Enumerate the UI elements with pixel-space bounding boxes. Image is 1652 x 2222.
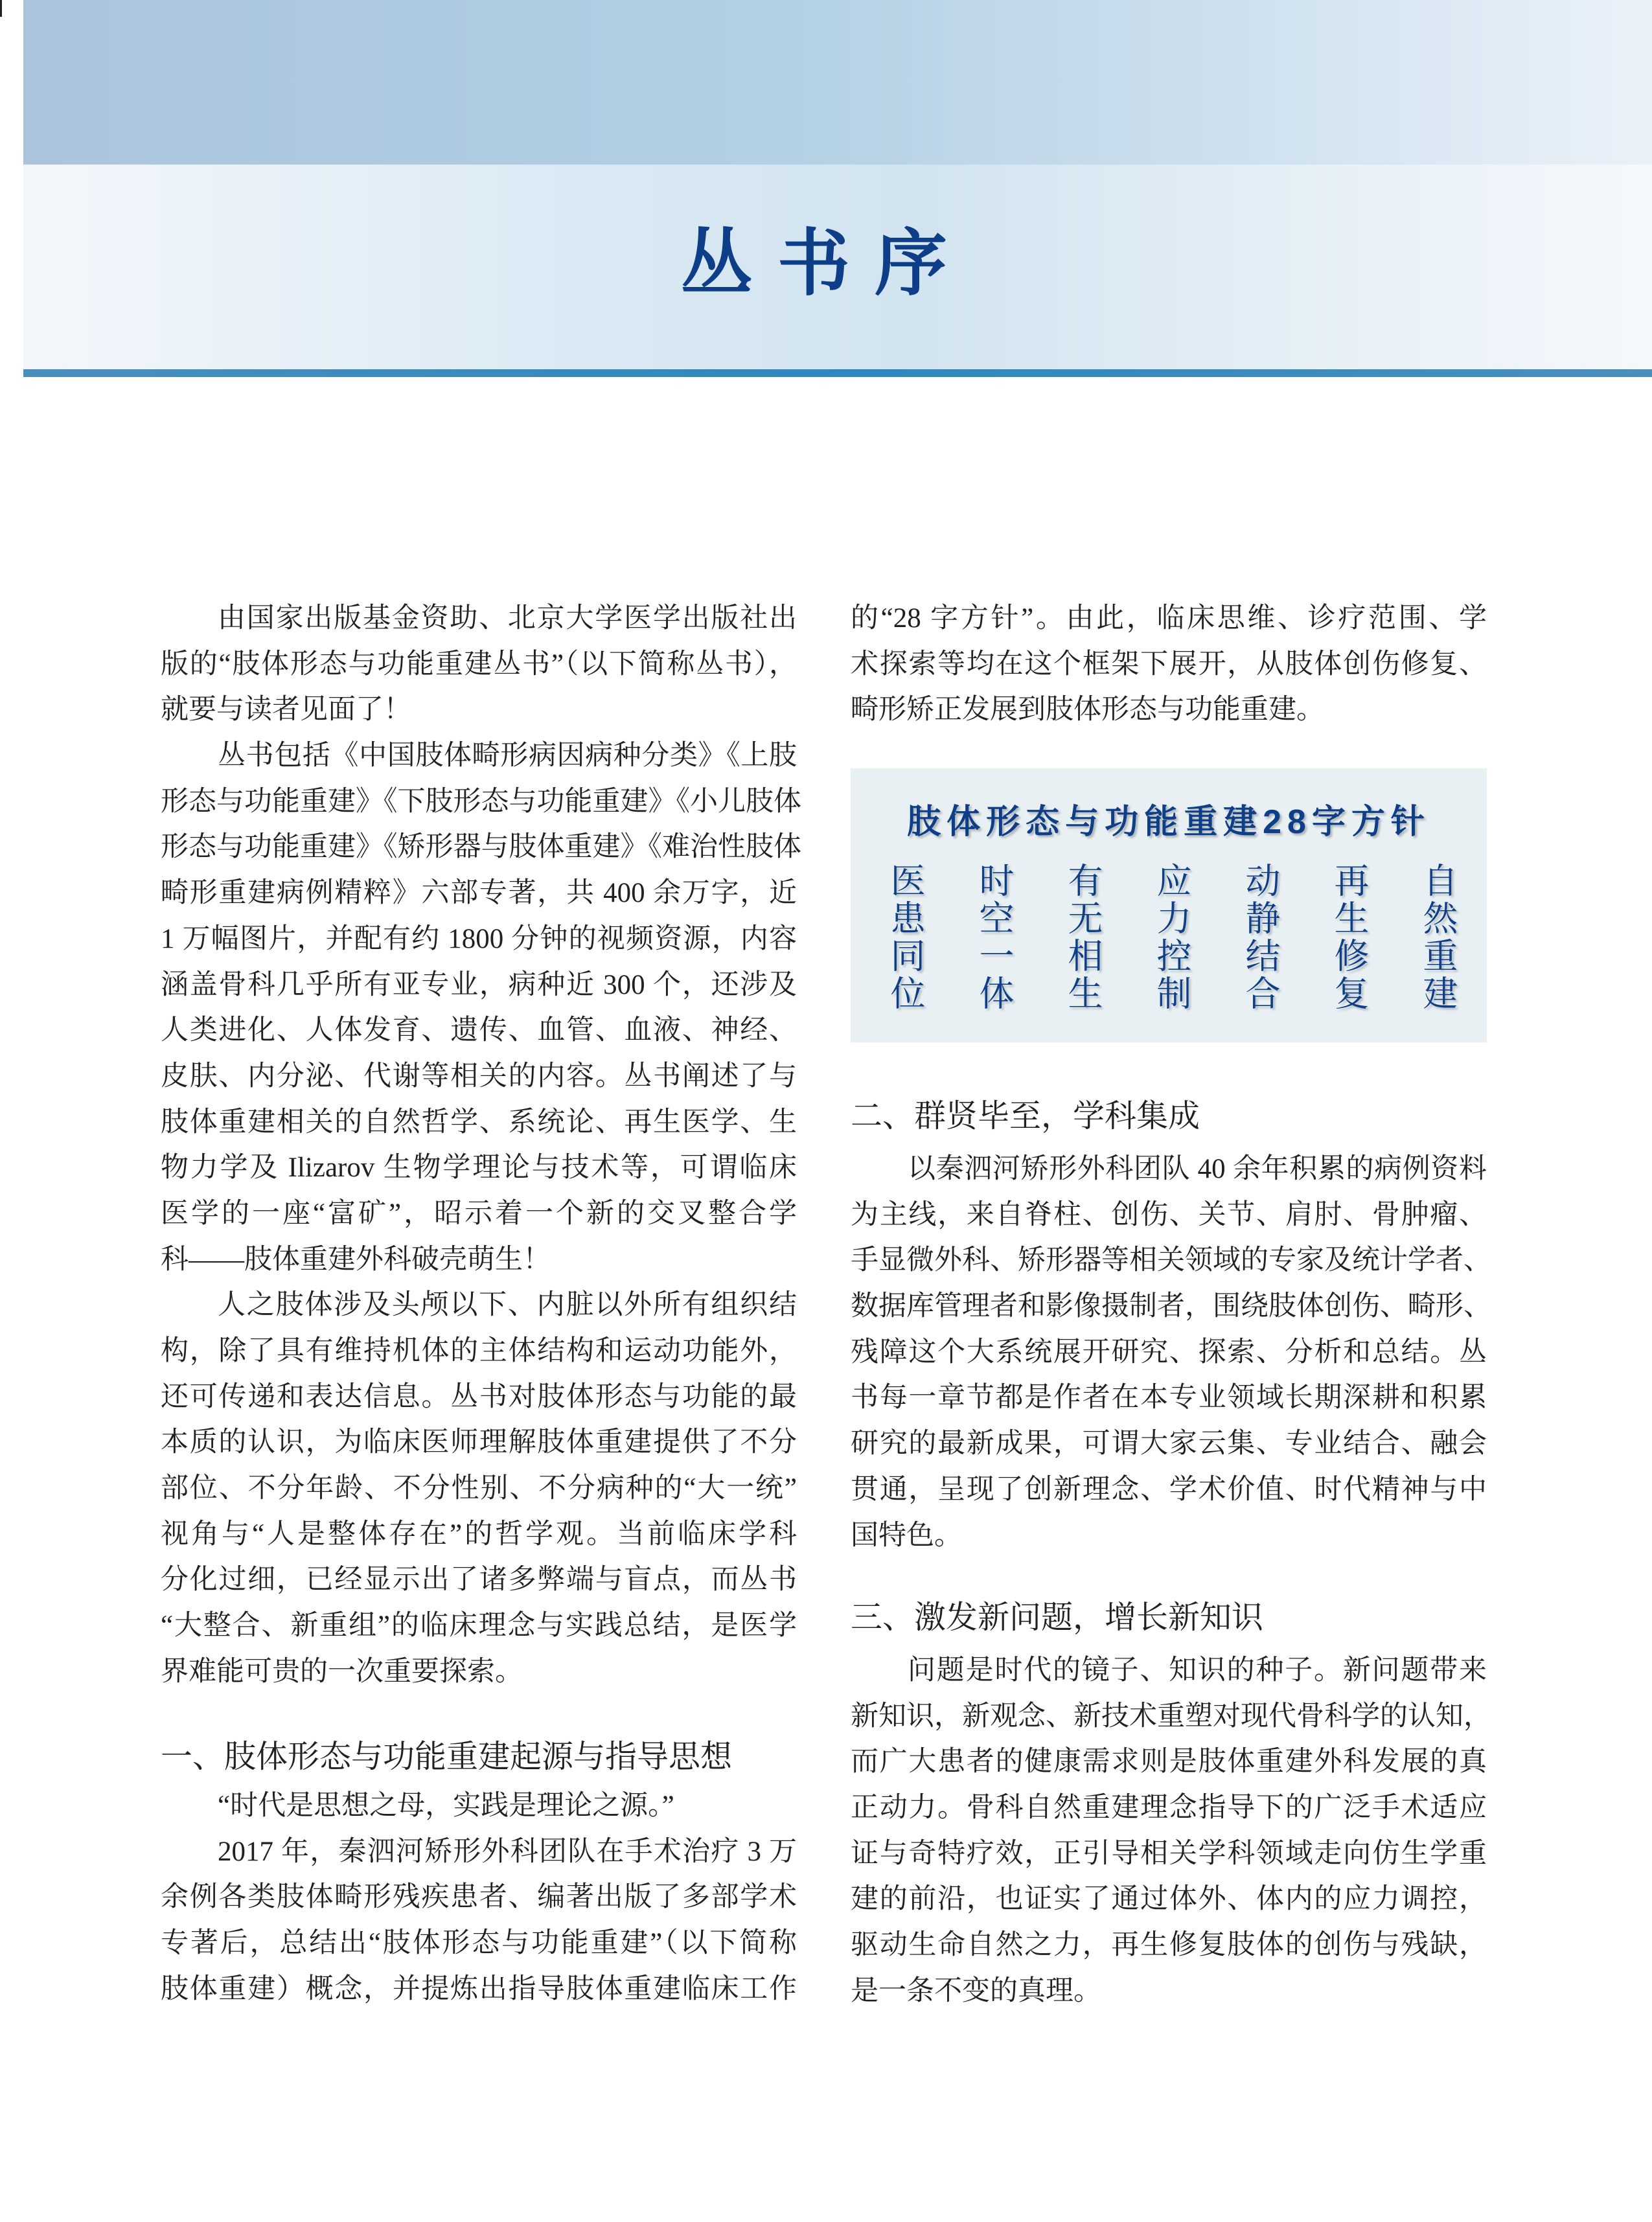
text-line: 皮肤、内分泌、代谢等相关的内容。丛书阐述了与	[161, 1060, 797, 1092]
section-3	[851, 1595, 1491, 2015]
text-line: 畸形重建病例精粹》六部专著，共 400 余万字，近	[161, 878, 797, 909]
principle-column: 有无相生	[1063, 862, 1102, 1013]
principle-column: 再生修复	[1329, 862, 1368, 1013]
text-line: 形态与功能重建》《矫形器与肢体重建》《难治性肢体	[161, 832, 801, 863]
text-line: 涵盖骨科几乎所有亚专业，病种近 300 个，还涉及	[161, 969, 797, 1000]
paragraph	[161, 733, 801, 1283]
principles-title: 肢体形态与功能重建28字方针	[907, 803, 1430, 841]
text-line: 科——肢体重建外科破壳萌生！	[161, 1244, 551, 1275]
left-column-intro	[161, 596, 801, 1695]
text-line: 数据库管理者和影像摄制者，围绕肢体创伤、畸形、	[851, 1291, 1491, 1322]
text-line: 为主线，来自脊柱、创伤、关节、肩肘、骨肿瘤、	[851, 1199, 1487, 1230]
text-line: 构，除了具有维持机体的主体结构和运动功能外，	[161, 1336, 797, 1366]
text-line: 是一条不变的真理。	[851, 1975, 1101, 2006]
principles-grid	[886, 862, 1456, 1018]
text-line: 余例各类肢体畸形残疾患者、编著出版了多部学术	[161, 1882, 797, 1913]
text-line: 物力学及 Ilizarov 生物学理论与技术等，可谓临床	[161, 1152, 797, 1184]
text-line: 形态与功能重建》《下肢形态与功能重建》《小儿肢体	[161, 786, 801, 817]
text-line: 新知识，新观念、新技术重塑对现代骨科学的认知，	[851, 1701, 1491, 1732]
text-line: 就要与读者见面了！	[161, 694, 411, 726]
principle-column: 应力控制	[1152, 862, 1191, 1013]
text-line: 问题是时代的镜子、知识的种子。新问题带来	[908, 1655, 1487, 1686]
right-column-continuation	[851, 596, 1487, 733]
text-line: 的“28 字方针”。由此，临床思维、诊疗范围、学	[851, 603, 1487, 634]
text-line: 术探索等均在这个框架下展开，从肢体创伤修复、	[851, 648, 1487, 680]
text-line: 正动力。骨科自然重建理念指导下的广泛手术适应	[851, 1792, 1487, 1824]
section-2	[851, 1094, 1491, 1559]
text-line: 本质的认识，为临床医师理解肢体重建提供了不分	[161, 1427, 797, 1458]
page-edge-mark	[0, 0, 2, 17]
text-line: 证与奇特疗效，正引导相关学科领域走向仿生学重	[851, 1838, 1487, 1869]
text-line: 书每一章节都是作者在本专业领域长期深耕和积累	[851, 1382, 1487, 1414]
quote: “时代是思想之母，实践是理论之源。”	[218, 1791, 674, 1821]
text-line: 以秦泗河矫形外科团队 40 余年积累的病例资料	[908, 1154, 1487, 1184]
principles-box	[851, 768, 1487, 1042]
text-line: 版的“肢体形态与功能重建丛书”（以下简称丛书），	[161, 648, 797, 680]
text-line: 医学的一座“富矿”，昭示着一个新的交叉整合学	[161, 1198, 797, 1229]
section-heading: 一、肢体形态与功能重建起源与指导思想	[161, 1739, 733, 1774]
header-band	[23, 0, 1652, 165]
text-line: 视角与“人是整体存在”的哲学观。当前临床学科	[161, 1518, 797, 1550]
text-line: 手显微外科、矫形器等相关领域的专家及统计学者、	[851, 1245, 1491, 1276]
paragraph	[161, 1283, 797, 1695]
principle-column: 自然重建	[1418, 862, 1457, 1013]
header-rule	[23, 369, 1652, 377]
section-heading: 二、群贤毕至，学科集成	[851, 1099, 1200, 1134]
text-line: 而广大患者的健康需求则是肢体重建外科发展的真	[851, 1747, 1487, 1778]
principle-column: 医患同位	[886, 862, 924, 1013]
text-line: 贯通，呈现了创新理念、学术价值、时代精神与中	[851, 1474, 1487, 1505]
text-line: 由国家出版基金资助、北京大学医学出版社出	[218, 603, 797, 634]
text-line: 肢体重建相关的自然哲学、系统论、再生医学、生	[161, 1106, 797, 1138]
text-line: 残障这个大系统展开研究、探索、分析和总结。丛	[851, 1336, 1487, 1368]
text-line: 分化过细，已经显示出了诸多弊端与盲点，而丛书	[161, 1564, 797, 1596]
principle-column: 时空一体	[974, 862, 1013, 1013]
text-line: 驱动生命自然之力，再生修复肢体的创伤与残缺，	[851, 1930, 1487, 1961]
text-line: 研究的最新成果，可谓大家云集、专业结合、融会	[851, 1428, 1487, 1460]
text-line: 建的前沿，也证实了通过体外、体内的应力调控，	[851, 1884, 1487, 1915]
text-line: 丛书包括《中国肢体畸形病因病种分类》《上肢	[218, 740, 797, 772]
text-line: 部位、不分年龄、不分性别、不分病种的“大一统”	[161, 1473, 797, 1504]
text-line: 人类进化、人体发育、遗传、血管、血液、神经、	[161, 1015, 797, 1046]
page-title: 丛书序	[680, 224, 972, 304]
text-line: 肢体重建）概念，并提炼出指导肢体重建临床工作	[161, 1973, 797, 2004]
text-line: 2017 年，秦泗河矫形外科团队在手术治疗 3 万	[218, 1836, 797, 1867]
text-line: 还可传递和表达信息。丛书对肢体形态与功能的最	[161, 1381, 797, 1412]
text-line: 人之肢体涉及头颅以下、内脏以外所有组织结	[218, 1290, 797, 1321]
text-line: 专著后，总结出“肢体形态与功能重建”（以下简称	[161, 1928, 797, 1959]
principle-column: 动静结合	[1241, 862, 1279, 1013]
text-line: 界难能可贵的一次重要探索。	[161, 1656, 523, 1687]
section-1	[161, 1734, 797, 2012]
text-line: 1 万幅图片，并配有约 1800 分钟的视频资源，内容	[161, 923, 797, 954]
paragraph	[161, 596, 797, 733]
text-line: 畸形矫正发展到肢体形态与功能重建。	[851, 694, 1324, 726]
section-heading: 三、激发新问题，增长新知识	[851, 1600, 1264, 1635]
text-line: “大整合、新重组”的临床理念与实践总结，是医学	[161, 1610, 797, 1642]
text-line: 国特色。	[851, 1520, 962, 1551]
